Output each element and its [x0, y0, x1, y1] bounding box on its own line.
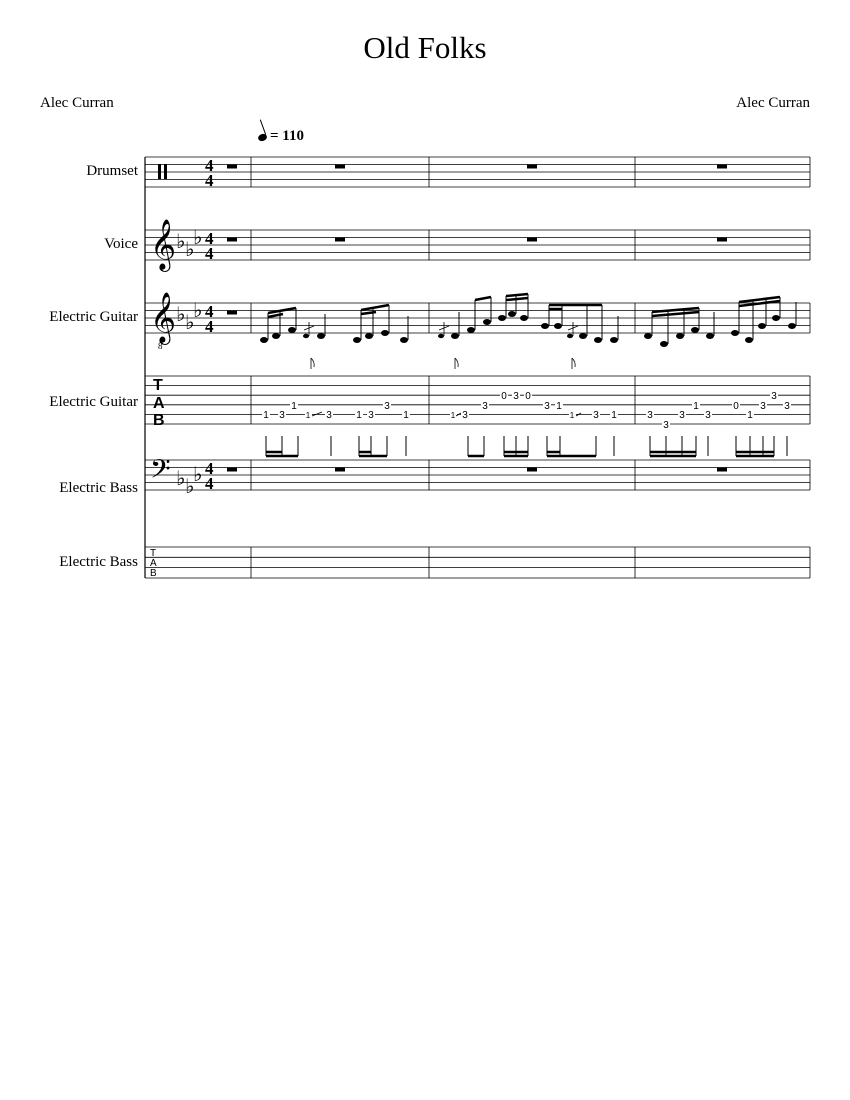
svg-text:1: 1	[747, 410, 753, 421]
guitar-notes-measure-3	[644, 297, 796, 347]
svg-text:♭: ♭	[185, 474, 195, 498]
svg-text:0: 0	[501, 391, 507, 402]
svg-text:3: 3	[326, 410, 332, 421]
treble-clef-8vb-icon: 𝄞	[150, 292, 177, 343]
svg-text:3: 3	[663, 420, 669, 431]
tab-clef-icon	[153, 377, 165, 429]
svg-text:B: B	[150, 568, 157, 579]
staff-label-electric-bass: Electric Bass	[59, 480, 138, 496]
svg-text:1: 1	[356, 410, 362, 421]
svg-text:4: 4	[205, 171, 214, 190]
svg-text:♭: ♭	[176, 302, 186, 326]
svg-text:♭: ♭	[185, 237, 195, 261]
svg-text:4: 4	[205, 459, 214, 478]
bass-clef-icon: 𝄢	[150, 453, 171, 491]
svg-text:3: 3	[544, 401, 550, 412]
svg-text:1: 1	[403, 410, 409, 421]
svg-text:3: 3	[279, 410, 285, 421]
percussion-clef-icon	[158, 164, 167, 179]
guitar-staff	[145, 303, 810, 333]
treble-clef-icon: 𝄞	[150, 219, 177, 270]
svg-text:A: A	[150, 558, 157, 569]
bass-tab-staff	[145, 547, 810, 578]
svg-text:3: 3	[368, 410, 374, 421]
tab-measure-2	[450, 390, 618, 421]
time-signature	[205, 302, 214, 336]
svg-text:1: 1	[569, 411, 575, 420]
whole-rest-icon	[227, 311, 237, 315]
staff-label-drumset: Drumset	[86, 163, 138, 179]
tab-measure-3	[646, 390, 791, 431]
svg-text:4: 4	[205, 474, 214, 493]
bass-staff	[145, 460, 810, 490]
svg-text:3: 3	[647, 410, 653, 421]
svg-text:3: 3	[482, 401, 488, 412]
svg-text:4: 4	[205, 317, 214, 336]
time-signature	[205, 459, 214, 493]
svg-text:3: 3	[771, 391, 777, 402]
staff-label-voice: Voice	[104, 236, 138, 252]
svg-text:0: 0	[733, 401, 739, 412]
svg-text:3: 3	[384, 401, 390, 412]
svg-text:1: 1	[450, 411, 456, 420]
svg-text:3: 3	[705, 410, 711, 421]
time-signature	[205, 229, 214, 263]
time-signature	[205, 156, 214, 190]
staff-label-electric-bass-tab: Electric Bass	[59, 554, 138, 570]
svg-text:1: 1	[556, 401, 562, 412]
svg-text:B: B	[153, 412, 165, 429]
svg-text:♭: ♭	[193, 462, 203, 486]
svg-text:3: 3	[513, 391, 519, 402]
whole-rest-icon	[227, 238, 727, 242]
svg-text:♭: ♭	[193, 298, 203, 322]
svg-text:3: 3	[679, 410, 685, 421]
drumset-staff	[145, 157, 810, 187]
svg-text:T: T	[153, 377, 163, 394]
svg-text:1: 1	[693, 401, 699, 412]
svg-text:3: 3	[760, 401, 766, 412]
bass-tab-clef-icon	[150, 548, 157, 579]
voice-staff	[145, 230, 810, 260]
tab-numbers	[262, 390, 791, 431]
svg-text:3: 3	[462, 410, 468, 421]
arranger-name: Alec Curran	[40, 95, 114, 111]
svg-text:1: 1	[291, 401, 297, 412]
tempo-value: = 110	[270, 128, 304, 144]
tab-rhythm-stems	[266, 436, 787, 456]
svg-text:4: 4	[205, 229, 214, 248]
guitar-notes-measure-1	[260, 305, 408, 369]
svg-text:0: 0	[525, 391, 531, 402]
svg-text:4: 4	[205, 244, 214, 263]
svg-text:1: 1	[611, 410, 617, 421]
svg-text:♭: ♭	[176, 229, 186, 253]
svg-text:1: 1	[263, 410, 269, 421]
staff-label-electric-guitar: Electric Guitar	[49, 309, 138, 325]
tab-measure-1	[262, 400, 410, 421]
svg-text:T: T	[150, 548, 157, 559]
whole-rest-icon	[227, 468, 727, 472]
svg-text:♭: ♭	[193, 225, 203, 249]
svg-text:A: A	[153, 395, 165, 412]
svg-text:3: 3	[784, 401, 790, 412]
staff-label-electric-guitar-tab: Electric Guitar	[49, 394, 138, 410]
svg-text:4: 4	[205, 302, 214, 321]
svg-text:4: 4	[205, 156, 214, 175]
score-title: Old Folks	[363, 30, 487, 65]
composer-name: Alec Curran	[736, 95, 810, 111]
svg-text:3: 3	[593, 410, 599, 421]
whole-rest-icon	[227, 165, 727, 169]
octave-mark: 8	[158, 341, 163, 351]
svg-text:♭: ♭	[185, 310, 195, 334]
svg-text:♭: ♭	[176, 466, 186, 490]
svg-text:1: 1	[305, 411, 311, 420]
guitar-notes-measure-2	[438, 294, 618, 369]
